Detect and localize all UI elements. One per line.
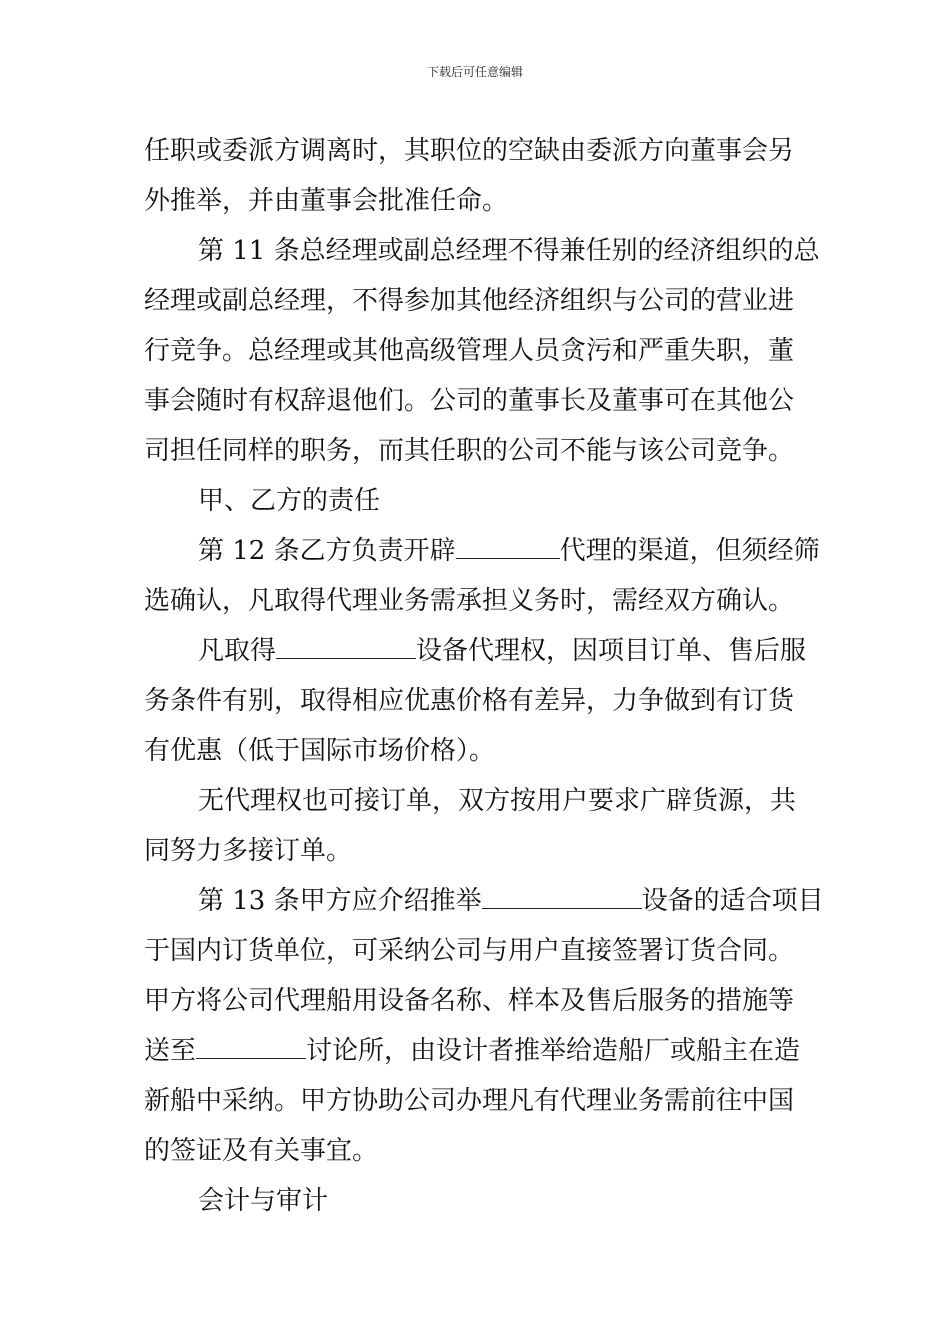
text-segment: 第 12 条乙方负责开辟 (198, 536, 456, 566)
page-header: 下载后可任意编辑 (426, 65, 523, 79)
text-segment: 设备的适合项目 (641, 886, 824, 916)
article-13-line (144, 876, 824, 926)
text-line: 司担任同样的职务，而其任职的公司不能与该公司竞争。 (144, 436, 795, 466)
no-agency-line: 无代理权也可接订单，双方按用户要求广辟货源，共 (198, 786, 797, 816)
text-line: 选确认，凡取得代理业务需承担义务时，需经双方确认。 (144, 586, 795, 616)
section-heading-responsibilities: 甲、乙方的责任 (198, 486, 381, 516)
text-segment: 设备代理权，因项目订单、售后服 (416, 636, 807, 666)
fill-in-blank[interactable] (456, 529, 560, 559)
text-line: 同努力多接订单。 (144, 836, 353, 866)
text-line (144, 1026, 814, 1076)
text-line: 新船中采纳。甲方协助公司办理凡有代理业务需前往中国 (144, 1086, 795, 1116)
text-line: 外推举，并由董事会批准任命。 (144, 186, 509, 216)
article-11-line: 第 11 条总经理或副总经理不得兼任别的经济组织的总 (198, 236, 820, 266)
text-segment: 送至 (144, 1036, 197, 1066)
article-12-line (144, 526, 820, 576)
fill-in-blank[interactable] (276, 629, 416, 659)
document-body (144, 126, 824, 1226)
text-line: 经理或副总经理，不得参加其他经济组织与公司的营业进 (144, 286, 795, 316)
fill-in-blank[interactable] (196, 1029, 306, 1059)
section-heading-accounting: 会计与审计 (198, 1186, 329, 1216)
text-segment: 讨论所，由设计者推举给造船厂或船主在造 (306, 1036, 801, 1066)
text-line: 任职或委派方调离时，其职位的空缺由委派方向董事会另 (144, 136, 795, 166)
text-line: 有优惠（低于国际市场价格）。 (144, 736, 496, 766)
text-line: 甲方将公司代理船用设备名称、样本及售后服务的措施等 (144, 986, 795, 1016)
text-line: 于国内订货单位，可采纳公司与用户直接签署订货合同。 (144, 936, 795, 966)
text-line: 事会随时有权辞退他们。公司的董事长及董事可在其他公 (144, 386, 795, 416)
text-line: 的签证及有关事宜。 (144, 1136, 379, 1166)
text-segment: 凡取得 (198, 636, 277, 666)
agency-rights-line (144, 626, 814, 676)
text-line: 行竞争。总经理或其他高级管理人员贪污和严重失职，董 (144, 336, 795, 366)
text-line: 务条件有别，取得相应优惠价格有差异，力争做到有订货 (144, 686, 795, 716)
text-segment: 第 13 条甲方应介绍推举 (198, 886, 482, 916)
fill-in-blank[interactable] (482, 879, 642, 909)
text-segment: 代理的渠道，但须经筛 (559, 536, 820, 566)
